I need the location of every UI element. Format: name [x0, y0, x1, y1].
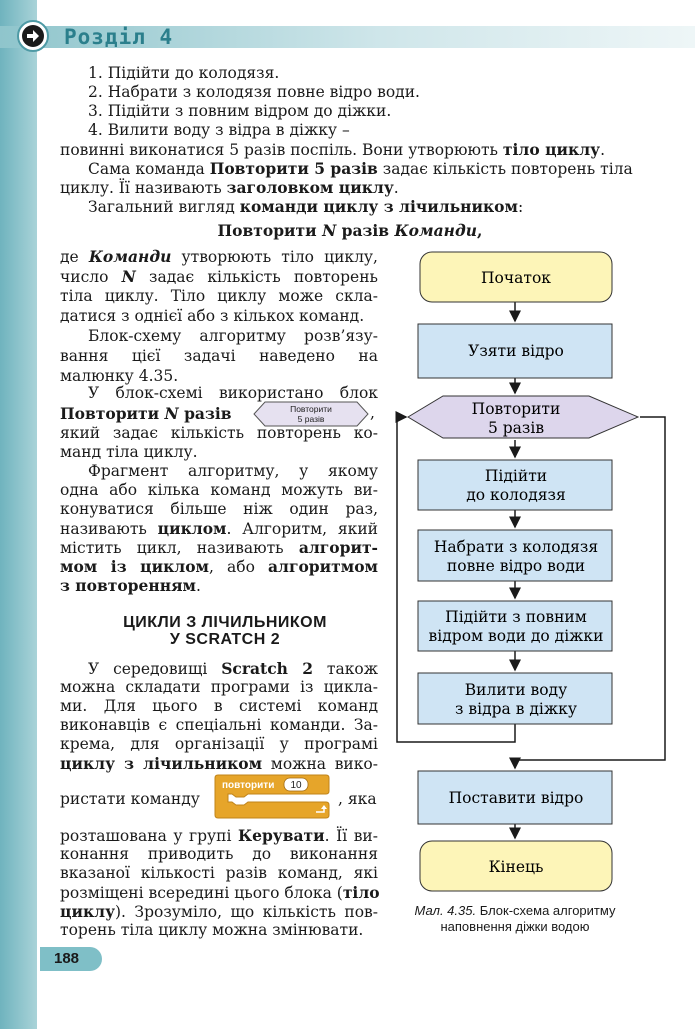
- flow-end-label: Кінець: [488, 858, 544, 876]
- scratch-line: можна складати програми із цикла-: [60, 678, 378, 696]
- flow-start-label: Початок: [481, 269, 551, 287]
- flow-step-3-label-1: Підійти з повним: [445, 608, 587, 626]
- scratch-block-value: 10: [290, 780, 302, 791]
- left-line: називають циклом. Алгоритм, який: [60, 519, 378, 538]
- flow-step-3-label-2: відром води до діжки: [428, 627, 604, 645]
- scratch-block-label: повторити: [222, 780, 275, 791]
- flow-step-2-label-1: Набрати з колодязя: [433, 538, 599, 556]
- left-line: з повторенням.: [60, 576, 201, 595]
- scratch-line: розташована у групі Керувати. Її ви-: [60, 826, 378, 845]
- left-line: Фрагмент алгоритму, у якому: [88, 462, 378, 480]
- scratch-line: ристати команду: [60, 790, 200, 808]
- scratch-line: , яка: [338, 790, 377, 808]
- left-line: Повторити N разів: [60, 404, 232, 423]
- paragraph-general: Загальний вигляд команди циклу з лічильником:: [88, 197, 524, 216]
- left-line: містить цикл, називають алгорит-: [60, 538, 378, 557]
- flow-put-label: Поставити відро: [448, 789, 584, 807]
- flow-step-1-label-2: до колодязя: [466, 486, 566, 504]
- left-line: число N задає кількість повторень: [60, 267, 378, 286]
- flow-take-label: Узяти відро: [468, 342, 564, 360]
- scratch-line: торень тіла циклу можна змінювати.: [60, 921, 364, 939]
- flow-step-2-label-2: повне відро води: [446, 557, 586, 575]
- left-line: датися з однієї або з кількох команд.: [60, 307, 365, 325]
- step-2: 2. Набрати з колодязя повне відро води.: [88, 83, 420, 101]
- flow-loop-label-2: 5 разів: [487, 419, 545, 437]
- scratch-line: циклу). Зрозуміло, що кількість пов-: [60, 902, 378, 921]
- scratch-line: крема, для організації у програмі: [60, 735, 378, 753]
- step-4: 4. Вилити воду з відра в діжку –: [88, 121, 350, 139]
- scratch-line: розміщені всередині цього блока (тіло: [60, 883, 380, 902]
- formula: Повторити N разів Команди,: [217, 221, 483, 240]
- left-line: тіла циклу. Тіло циклу може скла-: [60, 287, 378, 305]
- left-line: одна або кілька команд можуть ви-: [60, 481, 378, 499]
- inline-block-label-2: 5 разів: [297, 414, 325, 424]
- left-line: мом із циклом, або алгоритмом: [60, 557, 379, 576]
- paragraph-body: повинні виконатися 5 разів поспіль. Вони утворюють тіло циклу.: [60, 140, 606, 159]
- step-3: 3. Підійти з повним відром до діжки.: [88, 102, 392, 120]
- left-line: який задає кількість повторень ко-: [60, 424, 378, 442]
- subheading-line-2: У SCRATCH 2: [169, 631, 281, 648]
- flow-step-4-label-2: з відра в діжку: [455, 700, 577, 718]
- left-line: вання цієї задачі наведено на: [60, 347, 378, 365]
- subheading-line-1: ЦИКЛИ З ЛІЧИЛЬНИКОМ: [123, 614, 327, 631]
- left-line: де Команди утворюють тіло циклу,: [60, 247, 378, 266]
- left-line: конуватися більше ніж один раз,: [60, 500, 378, 518]
- scratch-line: конання приводить до виконання: [60, 845, 378, 863]
- scratch-line: У середовищі Scratch 2 також: [88, 659, 378, 678]
- left-line: Блок-схему алгоритму розв’язу-: [88, 327, 378, 345]
- left-line: ,: [370, 404, 375, 422]
- section-title: Розділ 4: [64, 25, 174, 49]
- step-1: 1. Підійти до колодязя.: [88, 64, 280, 82]
- paragraph-header-2: циклу. Її називають заголовком циклу.: [60, 178, 399, 197]
- left-line: манд тіла циклу.: [60, 443, 198, 461]
- page-number: 188: [40, 947, 102, 971]
- left-line: малюнку 4.35.: [60, 367, 179, 385]
- scratch-line: циклу з лічильником можна вико-: [60, 754, 379, 773]
- flow-step-1-label-1: Підійти: [484, 467, 548, 485]
- paragraph-header-1: Сама команда Повторити 5 разів задає кількість повторень тіла: [88, 159, 633, 178]
- left-line: У блок-схемі використано блок: [88, 384, 378, 402]
- scratch-line: вказаної кількості разів команд, які: [60, 864, 378, 882]
- flow-loop-label-1: Повторити: [471, 400, 561, 418]
- scratch-line: ми. Для цього в системі команд: [60, 697, 378, 715]
- inline-block-label-1: Повторити: [290, 404, 332, 414]
- scratch-line: виконавців є спеціальні команди. За-: [60, 716, 378, 734]
- flow-step-4-label-1: Вилити воду: [464, 681, 568, 699]
- figure-caption: Мал. 4.35. Блок-схема алгоритму наповнення діжки водою: [414, 903, 616, 934]
